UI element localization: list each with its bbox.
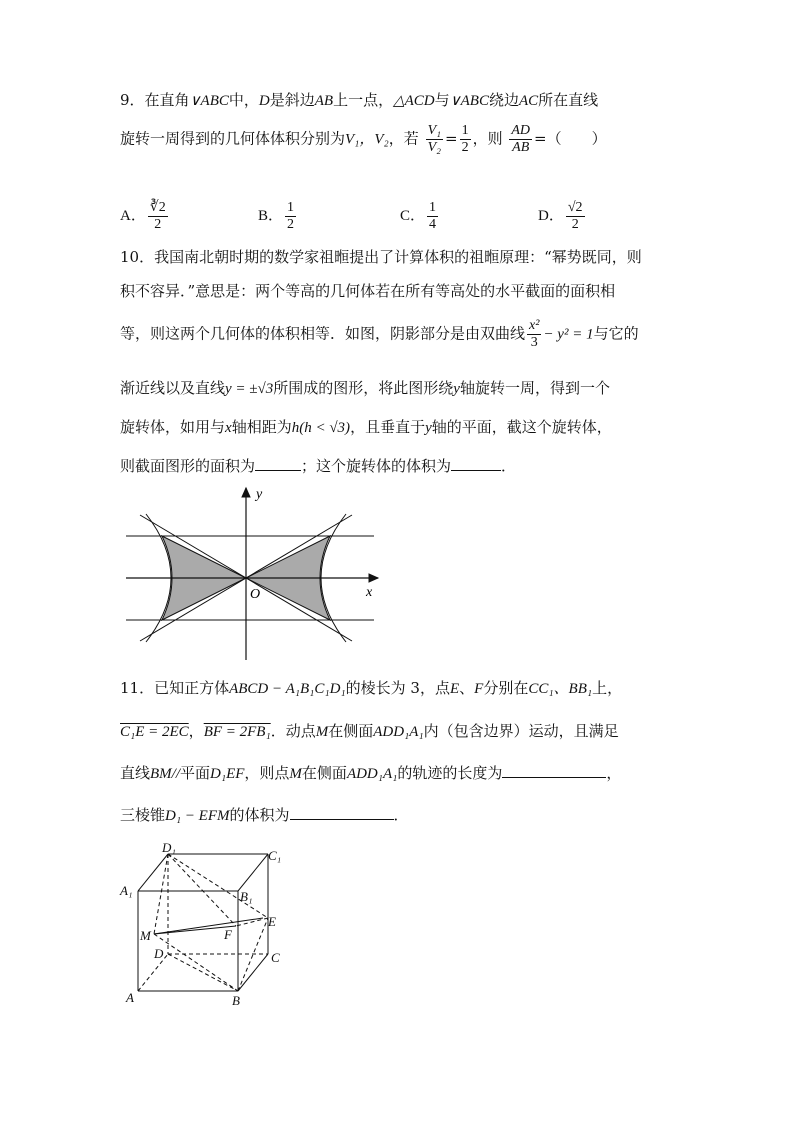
option-c[interactable]: C． $\frac{1}{4}$ <box>400 200 437 233</box>
q11-line-2: C₁E = 2EC，BF = 2FB₁．动点M在侧面ADD₁A₁内（包含边界）运动，且满足 <box>120 722 619 740</box>
cube-figure <box>118 838 298 1013</box>
answer-blank-area[interactable] <box>255 470 301 471</box>
hyperbola-fraction: $\frac{\text{x²}}{3}$ <box>529 318 540 351</box>
edge-B1-C1 <box>238 854 268 891</box>
label-A: A <box>126 990 134 1005</box>
ratio-v1-v2: $\frac{\text{V₁}}{\text{V₂}}$ <box>427 123 441 156</box>
label-A1: A₁ <box>120 883 133 898</box>
segment-D1-F <box>168 854 236 926</box>
q10-line-1: 10．我国南北朝时期的数学家祖暅提出了计算体积的祖暅原理：“幂势既同，则 <box>120 248 642 266</box>
segment-M-E <box>154 918 263 934</box>
hyperbola-figure <box>120 484 400 662</box>
origin-label: O <box>250 587 261 602</box>
label-F: F <box>224 927 232 942</box>
label-E: E <box>268 914 276 929</box>
label-M: M <box>140 928 151 943</box>
q10-line-4: 渐近线以及直线y = ±√3所围成的图形，将此图形绕y轴旋转一周，得到一个 <box>120 379 610 397</box>
q9-line-1: 9．在直角∨ABC中，D是斜边AB上一点，△ACD与∨ABC绕边AC所在直线 <box>120 91 599 109</box>
segment-M-B <box>154 934 238 991</box>
q11-line-1: 11．已知正方体ABCD − A₁B₁C₁D₁的棱长为 3，点E、F分别在CC₁、BB₁上， <box>120 679 623 697</box>
label-D1: D₁ <box>162 840 176 855</box>
q10-line-6: 则截面图形的面积为 ；这个旋转体的体积为 ． <box>120 457 517 475</box>
q11-line-4: 三棱锥D₁ − EFM的体积为 ． <box>120 806 409 824</box>
ratio-ad-ab: $\frac{AD}{AB}$ <box>511 123 531 156</box>
label-D: D <box>154 946 164 961</box>
label-C1: C₁ <box>268 848 282 863</box>
segment-D1-E <box>168 854 268 918</box>
q11-line-3: 直线BM//平面D₁EF，则点M在侧面ADD₁A₁的轨迹的长度为 ， <box>120 764 622 782</box>
option-d[interactable]: D． $\frac{√2}{2}$ <box>538 200 583 233</box>
label-B1: B₁ <box>240 889 253 904</box>
q10-line-2: 积不容异．”意思是：两个等高的几何体若在所有等高处的水平截面的面积相 <box>120 282 616 300</box>
answer-blank-volume[interactable] <box>451 470 501 471</box>
edge-A-D <box>138 954 168 991</box>
label-C: C <box>271 950 280 965</box>
answer-blank-volume-pyramid[interactable] <box>290 819 394 820</box>
q9-line-2: 旋转一周得到的几何体体积分别为V₁，V₂，若 $\frac{\text{V₁}}{\text{V₂}}$ = $\frac{1}{2}$ ，则 $\frac{AD}{AB}$ =（ ） <box>120 123 607 156</box>
answer-blank-trajectory[interactable] <box>502 777 606 778</box>
edge-B-C <box>238 954 268 991</box>
x-axis-label: x <box>366 585 373 600</box>
option-b[interactable]: B． $\frac{1}{2}$ <box>258 200 295 233</box>
option-a[interactable]: A． $\frac{∛2}{2}$ <box>120 200 166 233</box>
one-half: $\frac{1}{2}$ <box>461 123 469 156</box>
q10-line-3: 等，则这两个几何体的体积相等．如图，阴影部分是由双曲线 $\frac{\text{x²}}{3}$ − y² = 1与它的 <box>120 318 639 351</box>
edge-A1-D1 <box>138 854 168 891</box>
segment-D-B <box>168 954 238 991</box>
y-axis-label: y <box>256 487 263 502</box>
q10-line-5: 旋转体，如用与x轴相距为h(h < √3)，且垂直于y轴的平面，截这个旋转体， <box>120 418 612 436</box>
segment-D1-M <box>154 854 168 934</box>
label-B: B <box>232 993 240 1008</box>
